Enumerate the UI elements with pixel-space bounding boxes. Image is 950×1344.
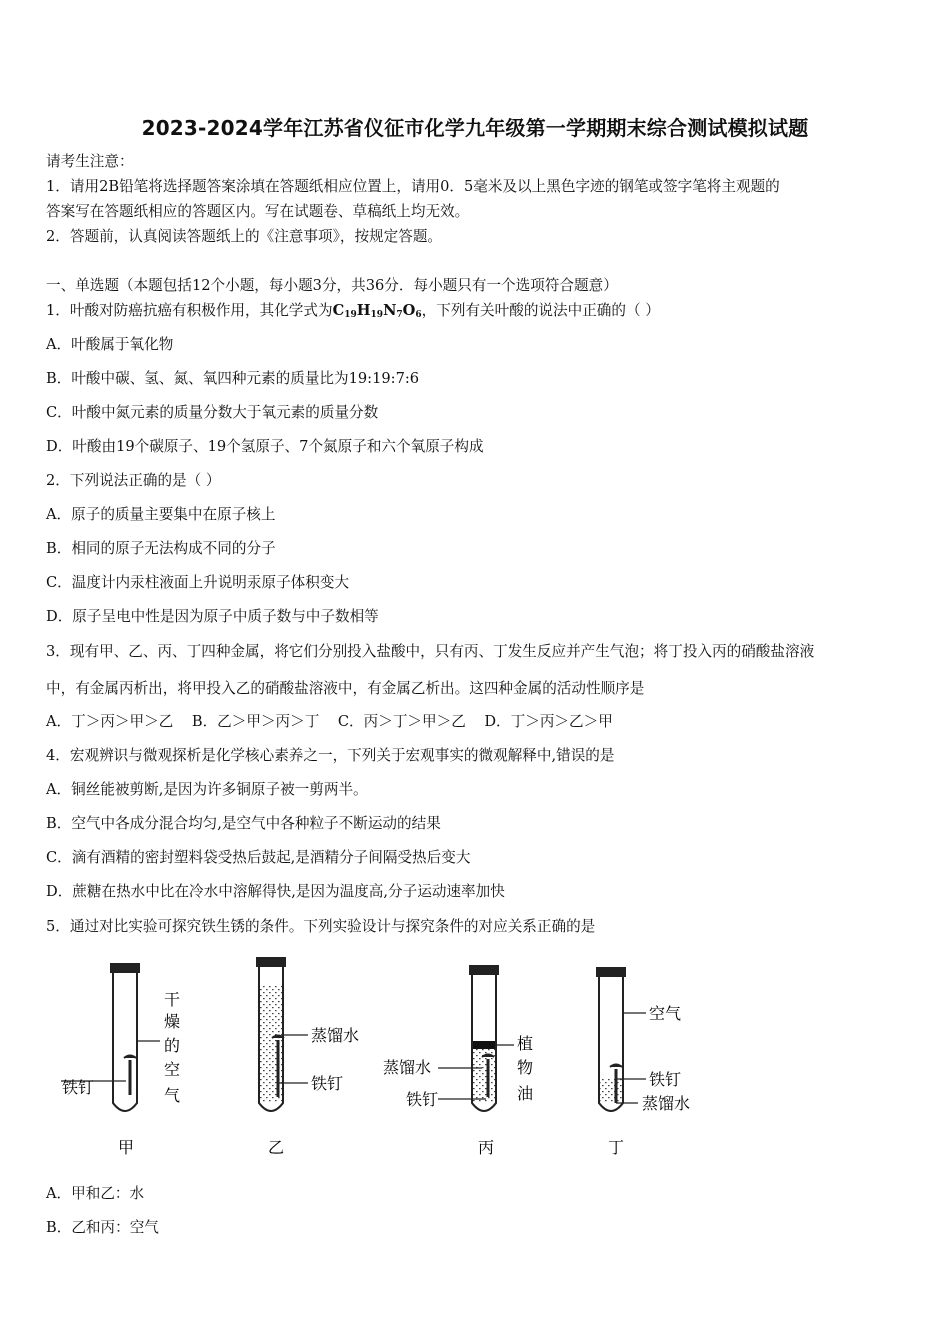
tube-yi [256,957,359,1157]
question-5-stem: 5．通过对比实验可探究铁生锈的条件。下列实验设计与探究条件的对应关系正确的是 [46,918,596,935]
notice-item-2: 2．答题前，认真阅读答题纸上的《注意事项》，按规定答题。 [46,228,443,245]
veg-oil-char-3: 油 [517,1084,534,1103]
dry-air-char-4: 空 [164,1060,181,1079]
q1-stem-before: 1．叶酸对防癌抗癌有积极作用，其化学式为 [46,302,333,319]
q4-option-d: D．蔗糖在热水中比在冷水中溶解得快,是因为温度高,分子运动速率加快 [46,883,505,900]
question-2-stem: 2．下列说法正确的是（ ） [46,472,221,489]
question-3-stem-line-1: 3．现有甲、乙、丙、丁四种金属，将它们分别投入盐酸中，只有丙、丁发生反应并产生气泡；将丁投入丙的硝酸盐溶液 [46,643,815,660]
q1-option-c: C．叶酸中氮元素的质量分数大于氧元素的质量分数 [46,404,379,421]
tube-bing [383,965,533,1157]
question-3-stem-line-2: 中，有金属丙析出，将甲投入乙的硝酸盐溶液中，有金属乙析出。这四种金属的活动性顺序是 [46,680,645,697]
tube-jia [61,963,180,1157]
q2-option-d: D．原子呈电中性是因为原子中质子数与中子数相等 [46,608,379,625]
q2-option-c: C．温度计内汞柱液面上升说明汞原子体积变大 [46,574,350,591]
q5-option-a: A．甲和乙：水 [46,1185,145,1202]
q4-option-c: C．滴有酒精的密封塑料袋受热后鼓起,是酒精分子间隔受热后变大 [46,849,471,866]
dry-air-char-2: 燥 [164,1012,181,1031]
tube-ding-label: 丁 [608,1138,625,1157]
q2-option-a: A．原子的质量主要集中在原子核上 [46,506,276,523]
yi-water-label: 蒸馏水 [311,1026,360,1045]
veg-oil-char-1: 植 [517,1034,534,1053]
veg-oil-char-2: 物 [517,1058,534,1077]
section-heading: 一、单选题（本题包括12个小题，每小题3分，共36分．每小题只有一个选项符合题意） [46,277,618,294]
q1-option-b: B．叶酸中碳、氢、氮、氧四种元素的质量比为19:19:7:6 [46,370,420,387]
ding-nail-label: 铁钉 [649,1070,682,1089]
q2-option-b: B．相同的原子无法构成不同的分子 [46,540,276,557]
bing-nail-label: 铁钉 [406,1090,439,1109]
q1-option-a: A．叶酸属于氧化物 [46,336,174,353]
jia-nail-label: 铁钉 [62,1078,95,1097]
notice-item-1-line-2: 答案写在答题纸相应的答题区内。写在试题卷、草稿纸上均无效。 [46,203,470,220]
page-title: 2023-2024学年江苏省仪征市化学九年级第一学期期末综合测试模拟试题 [141,116,809,140]
q1-stem-after: ，下列有关叶酸的说法中正确的（ ） [421,302,660,319]
question-4-stem: 4．宏观辨识与微观探析是化学核心素养之一，下列关于宏观事实的微观解释中,错误的是 [46,747,615,764]
dry-air-char-5: 气 [164,1086,181,1105]
ding-air-label: 空气 [649,1004,682,1023]
question-1-stem [46,301,660,325]
q1-option-d: D．叶酸由19个碳原子、19个氢原子、7个氮原子和六个氧原子构成 [46,438,484,455]
dry-air-char-1: 干 [164,990,181,1009]
q4-option-a: A．铜丝能被剪断,是因为许多铜原子被一剪两半。 [46,781,368,798]
tube-jia-label: 甲 [118,1138,135,1157]
q4-option-b: B．空气中各成分混合均匀,是空气中各种粒子不断运动的结果 [46,815,441,832]
dry-air-char-3: 的 [164,1036,181,1055]
tube-yi-label: 乙 [268,1138,285,1157]
tube-bing-label: 丙 [478,1138,495,1157]
q5-option-b: B．乙和丙：空气 [46,1219,159,1236]
bing-water-label: 蒸馏水 [383,1058,432,1077]
q1-formula: $C_{19}H_{19}N_7O_6$ [332,302,422,320]
notice-heading: 请考生注意： [46,153,134,170]
tube-ding [596,967,690,1157]
notice-item-1-line-1: 1．请用2B铅笔将选择题答案涂填在答题纸相应位置上，请用0．5毫米及以上黑色字迹的钢笔或签字笔将主观题的 [46,178,780,195]
yi-nail-label: 铁钉 [311,1074,344,1093]
ding-water-label: 蒸馏水 [642,1094,691,1113]
test-tube-figure [46,955,746,1165]
q3-options: A．丁＞丙＞甲＞乙 B．乙＞甲＞丙＞丁 C．丙＞丁＞甲＞乙 D．丁＞丙＞乙＞甲 [46,713,613,730]
